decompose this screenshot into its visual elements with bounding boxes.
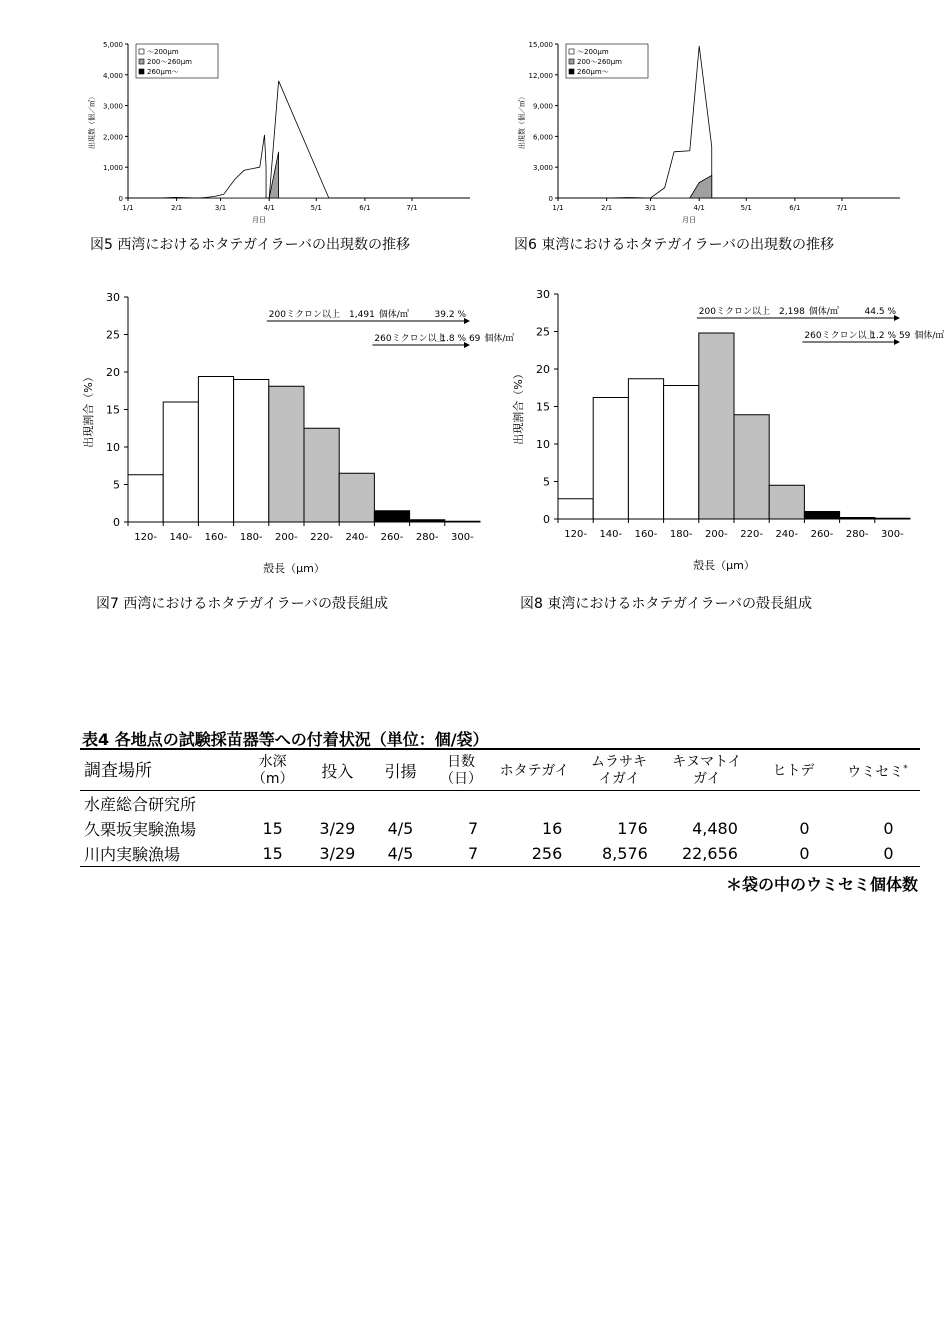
chart-title: 図8 東湾におけるホタテガイラーバの殻長組成 [520,596,812,612]
y-tick-label: 5 [113,478,120,492]
chart-west-bay-shell-length [70,285,515,585]
x-axis-label: 殻長（μm） [693,559,755,572]
x-axis-label: 殻長（μm） [263,562,325,575]
chart-east-bay-occurrence-svg [510,30,910,230]
bar [875,518,910,519]
table-group-row [80,791,920,817]
chart-west-bay-shell-length-svg [70,285,515,585]
header-kinumatoi-line1: キヌマトイ [672,754,742,770]
chart-title: 図6 東湾におけるホタテガイラーバの出現数の推移 [514,237,834,253]
y-tick-label: 5 [543,475,550,489]
header-kinumatoi-line2: ガイ [693,771,721,787]
header-days-line1: 日数 [447,754,476,770]
bar [234,380,269,523]
header-hotategai: ホタテガイ [492,749,576,791]
header-days-line2: （日） [440,771,483,787]
bar [445,521,480,522]
y-tick-label: 3,000 [532,164,553,173]
cell-out: 4/5 [387,819,414,838]
header-kinumatoi [662,749,752,791]
chart-east-bay-occurrence [510,30,910,230]
x-tick-label: 2/1 [601,204,613,212]
chart-west-bay-occurrence [80,30,480,230]
bar [374,511,409,522]
header-murasaki-line2: イガイ [598,771,640,787]
cell-in: 3/29 [319,819,356,838]
x-tick-label: 180- [669,529,693,540]
header-in: 投入 [304,749,371,791]
table-row [80,841,920,867]
header-days [430,749,492,791]
cell-site: 久栗坂実験漁場 [84,820,197,839]
y-tick-label: 5,000 [102,41,123,49]
legend-label: ～200μm [577,48,609,56]
header-murasaki [576,749,662,791]
bar [699,333,734,519]
annotation-count: 69 [468,334,481,344]
y-tick-label: 15 [536,400,550,414]
annotation-count: 1,491 [349,310,375,320]
y-tick-label: 0 [118,195,123,203]
cell-hotategai: 16 [541,819,563,838]
x-tick-label: 240- [775,529,799,540]
x-tick-label: 6/1 [359,204,371,212]
legend-label: 200～260μm [147,58,192,66]
table-header-row [80,749,920,791]
y-axis-label: 出現割合（%） [82,371,95,448]
annotation-pct: 44.5 % [864,307,896,317]
x-tick-label: 3/1 [644,204,657,212]
chart-east-bay-shell-length-svg [500,282,944,582]
y-axis-label: 出現割合（%） [512,368,525,445]
chart-title: 図5 西湾におけるホタテガイラーバの出現数の推移 [90,237,410,253]
legend-label: ～200μm [147,48,179,56]
annotation-label: 200ミクロン以上 [698,307,770,317]
annotation-count: 59 [898,331,911,341]
cell-kinumatoi: 22,656 [662,841,752,867]
table-row [80,816,920,841]
x-tick-label: 140- [169,532,193,543]
header-hitode: ヒトデ [752,749,835,791]
annotation-label: 260ミクロン以上 [804,331,876,341]
x-tick-label: 160- [634,529,658,540]
x-tick-label: 280- [415,532,439,543]
annotation-count: 2,198 [779,307,805,317]
x-axis-label: 月日 [252,216,266,224]
series-0-area [128,81,442,198]
x-tick-label: 5/1 [740,204,752,212]
bar [840,518,875,520]
y-tick-label: 9,000 [532,102,553,111]
cell-hotategai: 256 [492,841,576,867]
y-axis-label: 出現数（個／㎥） [88,93,96,149]
x-tick-label: 3/1 [214,204,227,212]
annotation-unit: 個体/㎥ [914,331,944,341]
group-label: 水産総合研究所 [84,795,197,814]
x-tick-label: 1/1 [122,204,134,212]
header-umisemi-mark: * [903,763,908,774]
x-tick-label: 7/1 [836,204,848,212]
y-tick-label: 12,000 [528,71,553,80]
legend-swatch [139,49,144,54]
x-tick-label: 200- [705,529,728,540]
x-tick-label: 4/1 [693,204,705,212]
legend-swatch [139,69,144,74]
annotation-pct: 1.2 % [870,331,896,341]
bar [128,475,163,522]
y-tick-label: 2,000 [102,133,123,142]
annotation-label: 200ミクロン以上 [268,310,340,320]
cell-depth: 15 [242,841,304,867]
annotation-pct: 39.2 % [434,310,466,320]
x-tick-label: 220- [740,529,763,540]
legend-label: 260μm～ [147,68,179,76]
header-depth [242,749,304,791]
x-tick-label: 260- [380,532,404,543]
cell-hitode: 0 [752,841,835,867]
y-tick-label: 1,000 [102,164,123,173]
x-tick-label: 6/1 [789,204,801,212]
cell-murasaki: 176 [617,819,648,838]
header-depth-line2: （m） [251,771,294,787]
legend-label: 260μm～ [577,68,609,76]
y-tick-label: 20 [536,363,550,376]
x-tick-label: 260- [810,529,834,540]
x-tick-label: 120- [564,529,587,540]
chart-east-bay-shell-length [500,282,944,582]
attachment-table [80,748,920,867]
x-tick-label: 2/1 [171,204,183,212]
y-tick-label: 15,000 [528,41,553,49]
cell-umisemi: 0 [883,819,894,838]
x-tick-label: 160- [204,532,228,543]
bar [198,377,233,523]
x-tick-label: 220- [310,532,333,543]
annotation-pct: 1.8 % [440,334,466,344]
y-tick-label: 15 [106,403,120,417]
cell-days: 7 [468,819,479,838]
x-tick-label: 4/1 [263,204,275,212]
x-tick-label: 300- [881,529,904,540]
legend-label: 200～260μm [577,58,622,66]
bar [163,402,198,522]
bar [769,485,804,519]
bar [410,520,445,522]
y-tick-label: 25 [106,328,120,342]
bar [593,398,628,520]
header-site: 調査場所 [80,749,242,791]
annotation-label: 260ミクロン以上 [374,334,446,344]
y-tick-label: 10 [106,441,120,454]
table-title: 表4 各地点の試験採苗器等への付着状況（単位：個/袋） [82,730,489,749]
cell-kinumatoi: 4,480 [692,819,738,838]
legend-swatch [569,69,574,74]
chart-title: 図7 西湾におけるホタテガイラーバの殻長組成 [96,596,388,612]
header-umisemi [835,749,920,791]
cell-site: 川内実験漁場 [80,841,242,867]
x-tick-label: 5/1 [310,204,322,212]
bar [339,473,374,522]
annotation-unit: 個体/㎥ [808,307,839,317]
bar [628,379,663,519]
x-axis-label: 月日 [682,216,696,224]
y-tick-label: 3,000 [102,102,123,111]
cell-murasaki: 8,576 [576,841,662,867]
annotation-unit: 個体/㎥ [484,334,515,344]
chart-west-bay-occurrence-svg [80,30,480,230]
y-axis-label: 出現数（個／㎥） [518,93,526,149]
legend-swatch [569,59,574,64]
x-tick-label: 140- [599,529,623,540]
legend-swatch [139,59,144,64]
y-tick-label: 6,000 [532,133,553,142]
legend-swatch [569,49,574,54]
cell-hitode: 0 [799,819,810,838]
table-footnote: ＊袋の中のウミセミ個体数 [725,875,918,894]
bar [304,428,339,522]
x-tick-label: 120- [134,532,157,543]
x-tick-label: 280- [845,529,869,540]
y-tick-label: 0 [543,513,550,526]
cell-umisemi: 0 [835,841,920,867]
x-tick-label: 1/1 [552,204,564,212]
bar [558,499,593,519]
bar [734,415,769,519]
y-tick-label: 20 [106,366,120,379]
header-umisemi-label: ウミセミ [847,764,904,781]
x-tick-label: 180- [239,532,263,543]
cell-days: 7 [430,841,492,867]
y-tick-label: 30 [106,291,120,304]
cell-in: 3/29 [304,841,371,867]
bar [804,512,839,520]
y-tick-label: 25 [536,325,550,339]
bar [269,386,304,522]
x-tick-label: 300- [451,532,474,543]
y-tick-label: 30 [536,288,550,301]
y-tick-label: 10 [536,438,550,451]
cell-out: 4/5 [371,841,430,867]
header-depth-line1: 水深 [258,754,287,770]
y-tick-label: 0 [548,195,553,203]
header-out: 引揚 [371,749,430,791]
x-tick-label: 7/1 [406,204,418,212]
annotation-unit: 個体/㎥ [378,310,409,320]
cell-depth: 15 [262,819,283,838]
x-tick-label: 200- [275,532,298,543]
bar [664,386,699,520]
x-tick-label: 240- [345,532,369,543]
y-tick-label: 0 [113,516,120,529]
header-murasaki-line1: ムラサキ [591,754,648,770]
y-tick-label: 4,000 [102,71,123,80]
